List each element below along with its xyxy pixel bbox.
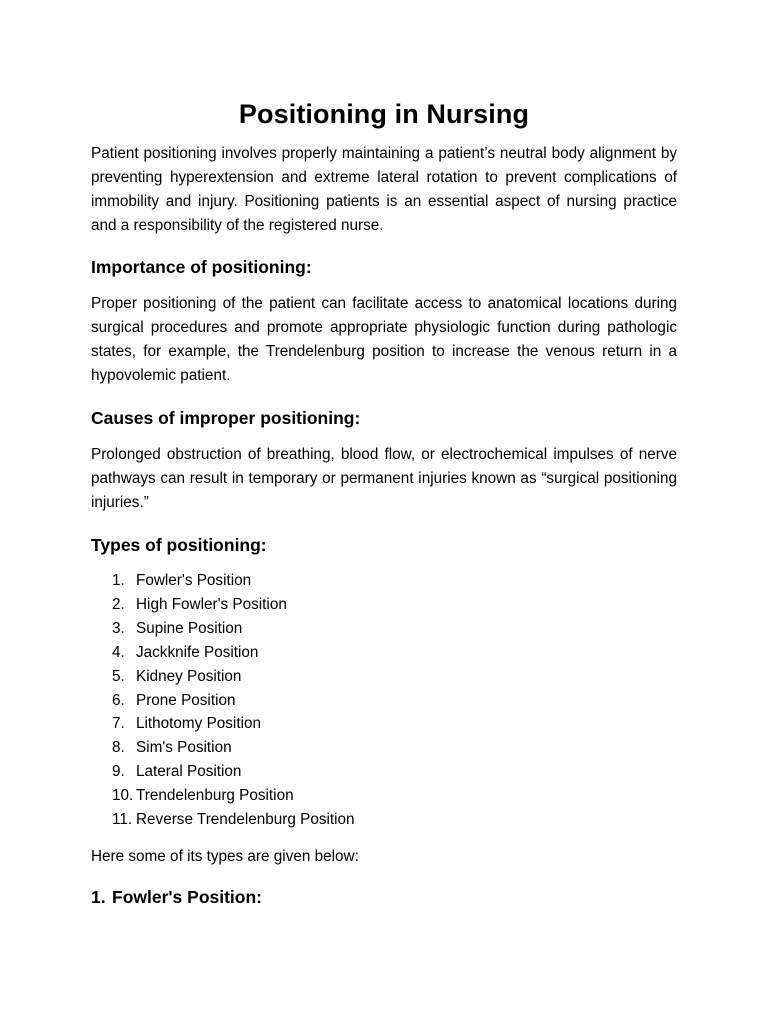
list-item	[91, 689, 677, 713]
list-item-label: Trendelenburg Position	[136, 787, 294, 805]
list-item-label: Supine Position	[136, 619, 243, 637]
fowler-heading	[91, 885, 677, 909]
list-item	[91, 641, 677, 665]
types-given-below-text: Here some of its types are given below:	[91, 847, 359, 865]
list-item	[91, 808, 677, 832]
intro-paragraph: Patient positioning involves properly maintaining a patient’s neutral body alignment by preventing hyperextension and extreme lateral rotation to prevent complications of immobility and injury. Positioning patients is an essential aspect of nursing practice and a responsibility of the registered nurse.	[91, 145, 677, 234]
list-item	[91, 784, 677, 808]
list-item-number: 11.	[112, 811, 133, 829]
list-item-number: 4.	[112, 643, 125, 661]
list-item-label: Fowler's Position	[136, 572, 252, 589]
list-item-label: Reverse Trendelenburg Position	[136, 811, 355, 829]
list-item	[91, 593, 677, 617]
list-item	[91, 712, 677, 736]
list-item	[91, 736, 677, 760]
importance-heading: Importance of positioning:	[91, 257, 312, 277]
list-item-number: 9.	[112, 763, 125, 781]
list-item-label: Prone Position	[136, 691, 236, 709]
list-item-number: 7.	[112, 715, 125, 733]
list-item-label: Lithotomy Position	[136, 715, 261, 733]
importance-paragraph: Proper positioning of the patient can facilitate access to anatomical locations during surgical procedures and promote appropriate physiologic function during pathologic states, for example, the Trendelenburg position to increase the venous return in a hypovolemic patient.	[91, 295, 677, 384]
list-item-number: 1.	[112, 572, 125, 589]
list-item-number: 5.	[112, 667, 125, 685]
types-heading: Types of positioning:	[91, 535, 267, 555]
list-item-label: Jackknife Position	[136, 643, 259, 661]
causes-heading: Causes of improper positioning:	[91, 408, 361, 428]
list-item-number: 2.	[112, 595, 125, 613]
list-item-label: High Fowler's Position	[136, 595, 287, 613]
fowler-heading-number: 1.	[91, 886, 106, 907]
list-item-number: 3.	[112, 619, 125, 637]
list-item	[91, 569, 677, 593]
list-item-label: Lateral Position	[136, 763, 242, 781]
list-item	[91, 760, 677, 784]
list-item-number: 8.	[112, 739, 125, 757]
causes-paragraph: Prolonged obstruction of breathing, blood flow, or electrochemical impulses of nerve pathways can result in temporary or permanent injuries known as “surgical positioning injuries.”	[91, 446, 677, 511]
list-item	[91, 617, 677, 641]
fowler-heading-label: Fowler's Position:	[112, 886, 263, 907]
document-page	[91, 96, 677, 909]
list-item-number: 6.	[112, 691, 125, 709]
types-list	[91, 569, 677, 832]
page-title: Positioning in Nursing	[238, 99, 530, 129]
list-item-label: Sim's Position	[136, 739, 232, 757]
list-item-label: Kidney Position	[136, 667, 242, 685]
list-item	[91, 665, 677, 689]
list-item-number: 10.	[112, 787, 134, 805]
